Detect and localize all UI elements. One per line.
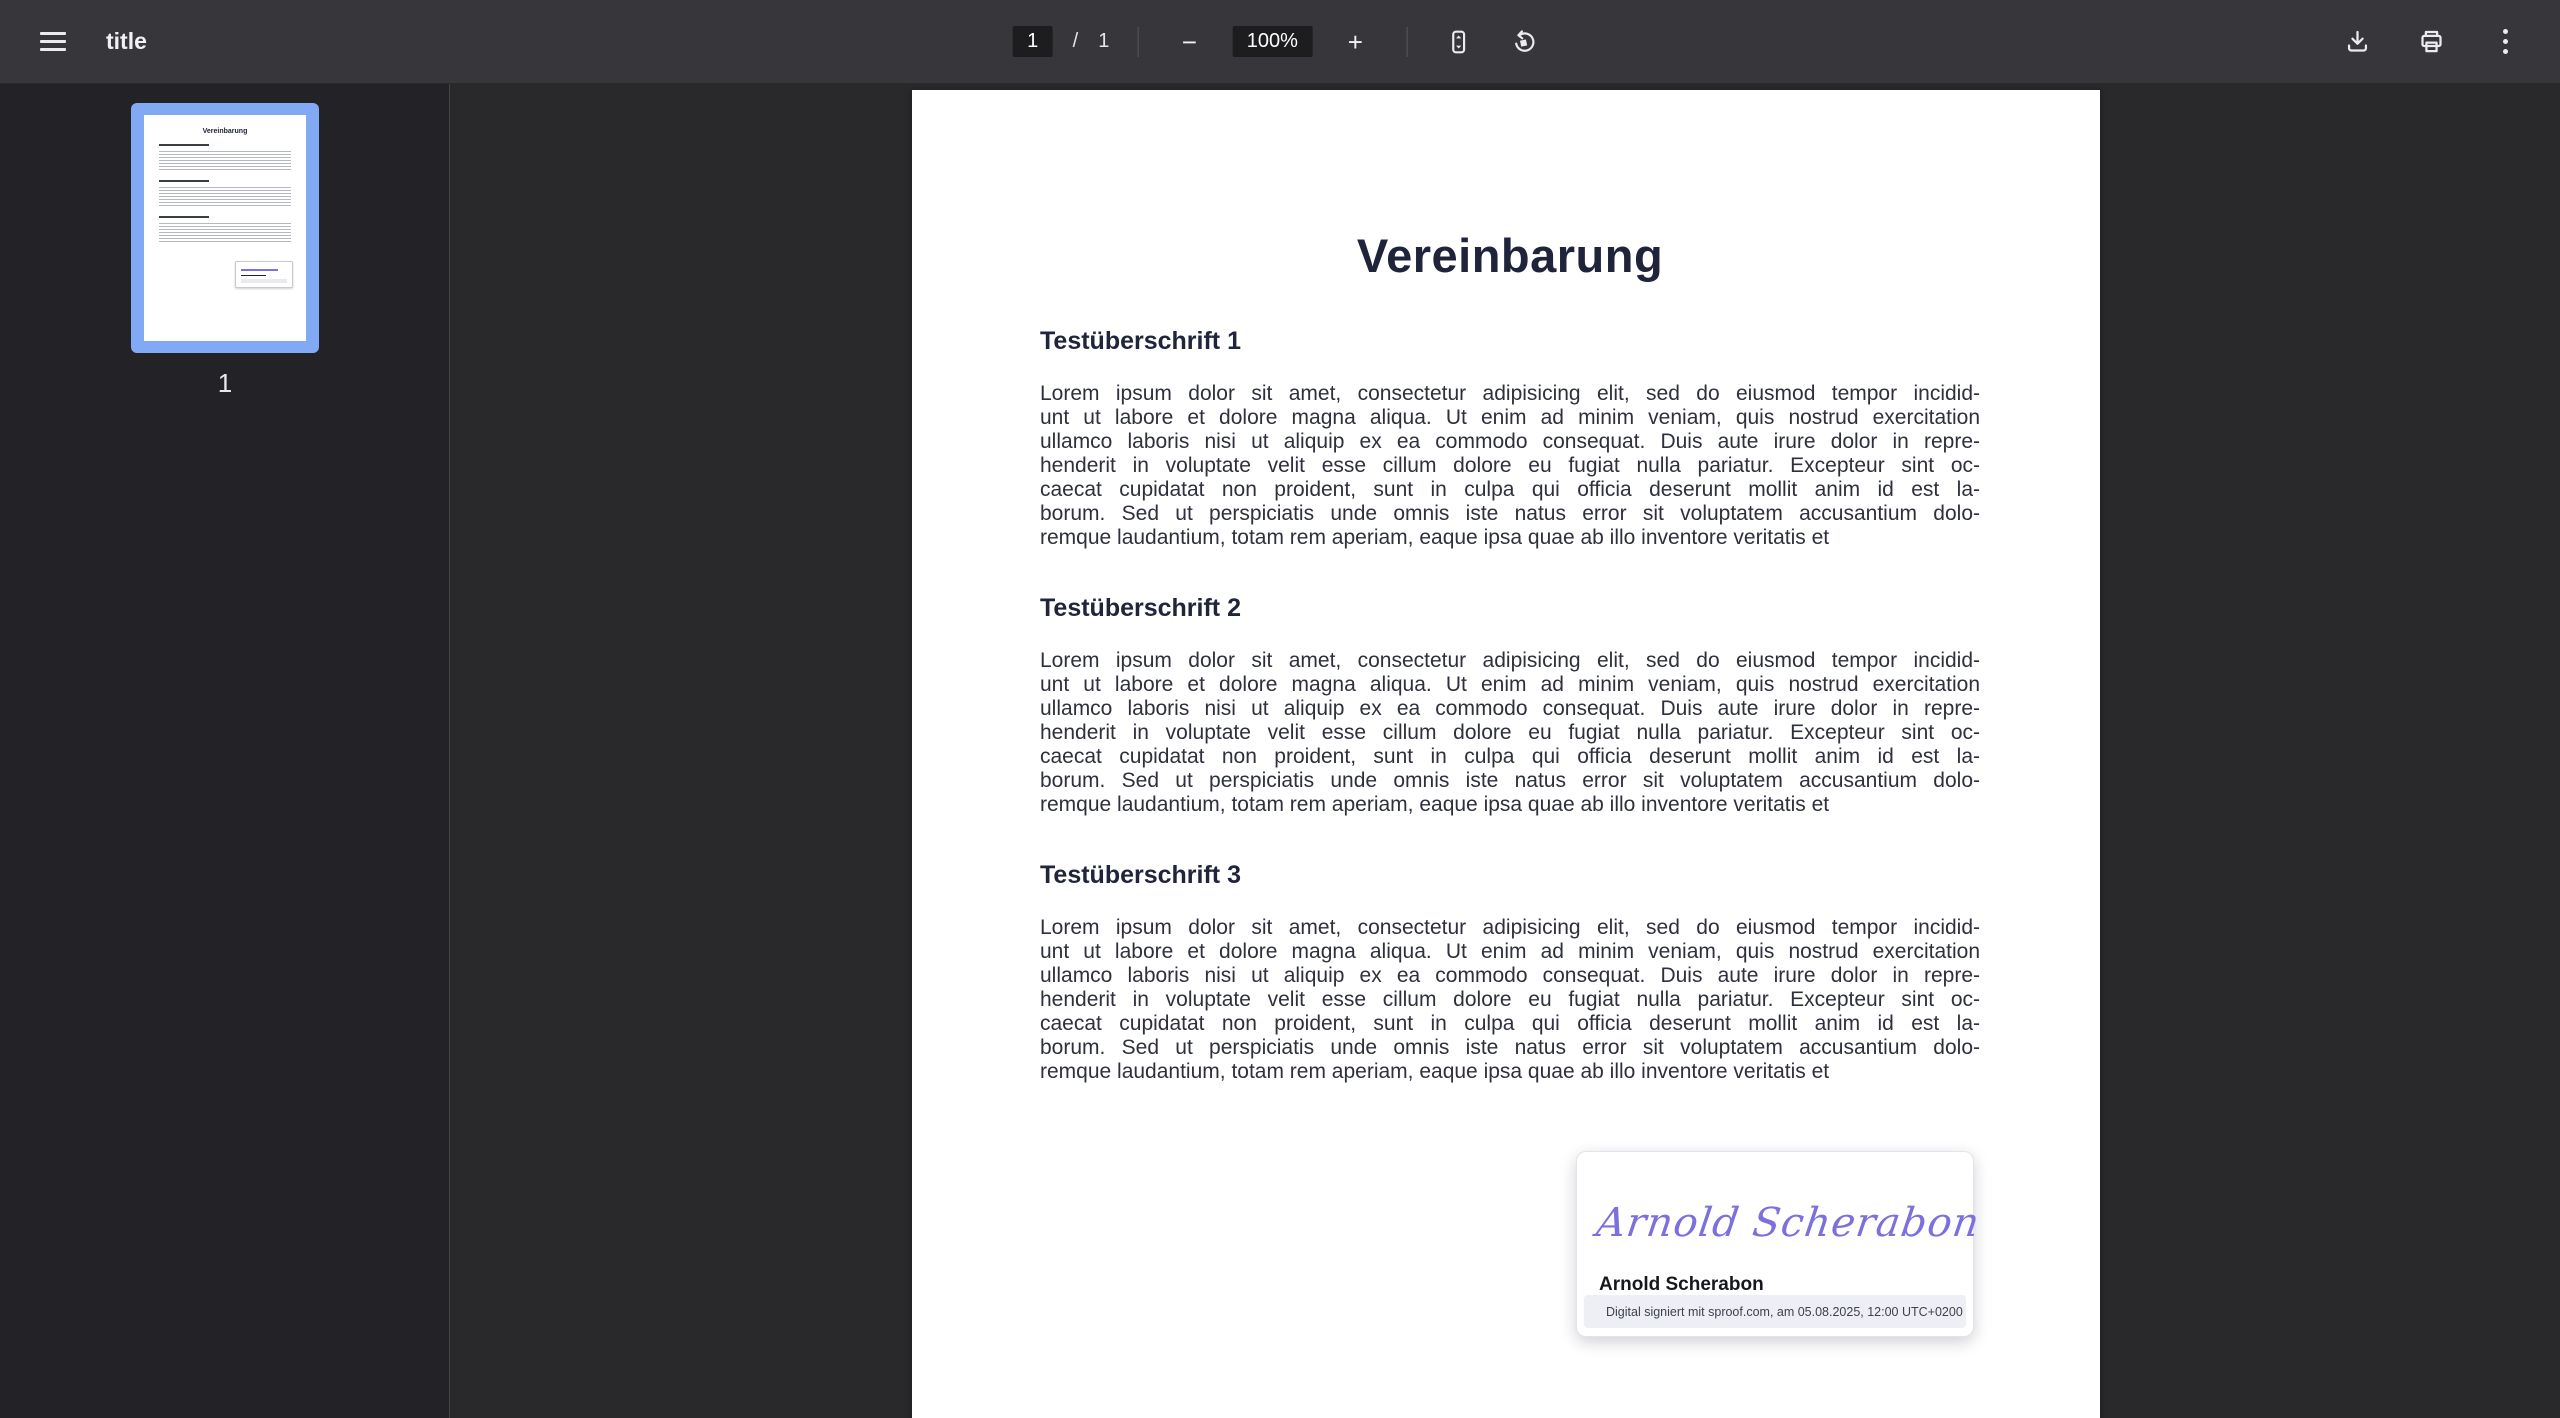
more-options-button[interactable] <box>2482 19 2528 65</box>
page-separator: / <box>1072 30 1079 52</box>
signature-stamp <box>1584 1295 1966 1328</box>
signature-card <box>1576 1151 1983 1337</box>
zoom-out-icon: − <box>1181 26 1197 57</box>
paragraph-line: ullamco laboris nisi ut aliquip ex ea commodo consequat. Duis aute irure dolor in repre- <box>1040 430 1980 453</box>
document-sections <box>1040 327 1980 1084</box>
page-thumbnail[interactable] <box>131 103 319 353</box>
paragraph-line: remque laudantium, totam rem aperiam, eaque ipsa quae ab illo inventore veritatis et <box>1040 1060 1830 1083</box>
paragraph-line: Lorem ipsum dolor sit amet, consectetur adipisicing elit, sed do eiusmod tempor incidid- <box>1040 916 1980 939</box>
paragraph-line: henderit in voluptate velit esse cillum dolore eu fugiat nulla pariatur. Excepteur sint oc- <box>1040 454 1980 477</box>
download-button[interactable] <box>2334 19 2380 65</box>
toolbar-divider <box>1406 27 1407 57</box>
paragraph-line: unt ut labore et dolore magna aliqua. Ut enim ad minim veniam, quis nostrud exercitation <box>1040 673 1980 696</box>
paragraph-line: borum. Sed ut perspiciatis unde omnis iste natus error sit voluptatem accusantium dolo- <box>1040 1036 1980 1059</box>
paragraph-line: remque laudantium, totam rem aperiam, eaque ipsa quae ab illo inventore veritatis et <box>1040 526 1830 549</box>
section-heading: Testüberschrift 1 <box>1040 327 1241 355</box>
rotate-ccw-icon <box>1511 29 1537 55</box>
section-paragraph <box>1040 916 1980 1084</box>
signature-script: Arnold Scherabon <box>1593 1200 1983 1246</box>
section-paragraph <box>1040 382 1980 550</box>
rotate-button[interactable] <box>1501 19 1547 65</box>
paragraph-line: Lorem ipsum dolor sit amet, consectetur adipisicing elit, sed do eiusmod tempor incidid- <box>1040 382 1980 405</box>
hamburger-icon <box>40 32 66 51</box>
document-heading: Vereinbarung <box>1356 229 1664 282</box>
document-viewport[interactable] <box>451 84 2560 1418</box>
fit-page-button[interactable] <box>1435 19 1481 65</box>
section-heading: Testüberschrift 2 <box>1040 594 1241 622</box>
zoom-out-button[interactable] <box>1166 19 1212 65</box>
print-button[interactable] <box>2408 19 2454 65</box>
page-content <box>912 90 2100 1084</box>
paragraph-line: caecat cupidatat non proident, sunt in culpa qui officia deserunt mollit anim id est la- <box>1040 1012 1980 1035</box>
paragraph-line: henderit in voluptate velit esse cillum dolore eu fugiat nulla pariatur. Excepteur sint oc- <box>1040 721 1980 744</box>
paragraph-line: remque laudantium, totam rem aperiam, eaque ipsa quae ab illo inventore veritatis et <box>1040 793 1830 816</box>
fit-page-icon <box>1445 29 1471 55</box>
section-paragraph <box>1040 649 1980 817</box>
zoom-in-icon: + <box>1347 26 1363 57</box>
pdf-page <box>912 90 2100 1418</box>
toolbar-divider <box>1137 27 1138 57</box>
paragraph-line: unt ut labore et dolore magna aliqua. Ut enim ad minim veniam, quis nostrud exercitation <box>1040 940 1980 963</box>
more-options-icon <box>2503 29 2508 54</box>
paragraph-line: borum. Sed ut perspiciatis unde omnis iste natus error sit voluptatem accusantium dolo- <box>1040 769 1980 792</box>
paragraph-line: Lorem ipsum dolor sit amet, consectetur adipisicing elit, sed do eiusmod tempor incidid- <box>1040 649 1980 672</box>
paragraph-line: caecat cupidatat non proident, sunt in culpa qui officia deserunt mollit anim id est la- <box>1040 745 1980 768</box>
paragraph-line: caecat cupidatat non proident, sunt in culpa qui officia deserunt mollit anim id est la- <box>1040 478 1980 501</box>
document-title-label: title <box>106 28 147 54</box>
page-count-label: 1 <box>1098 30 1110 52</box>
signature-stamp-text: Digital signiert mit sproof.com, am 05.08.2025, 12:00 UTC+0200 <box>1606 1304 1963 1319</box>
page-number-input[interactable] <box>1013 26 1053 57</box>
print-icon <box>2418 28 2445 55</box>
thumbnail-sidebar <box>0 84 450 1418</box>
paragraph-line: unt ut labore et dolore magna aliqua. Ut enim ad minim veniam, quis nostrud exercitation <box>1040 406 1980 429</box>
pdf-toolbar <box>0 0 2560 84</box>
zoom-level-field[interactable]: 100% <box>1232 26 1312 57</box>
thumbnail-mini-signature <box>235 261 293 288</box>
paragraph-line: ullamco laboris nisi ut aliquip ex ea commodo consequat. Duis aute irure dolor in repre- <box>1040 697 1980 720</box>
signature-printed-name: Arnold Scherabon <box>1599 1274 1764 1295</box>
thumbnail-mini-title: Vereinbarung <box>202 128 248 135</box>
zoom-in-button[interactable] <box>1332 19 1378 65</box>
section-heading: Testüberschrift 3 <box>1040 861 1241 889</box>
paragraph-line: henderit in voluptate velit esse cillum dolore eu fugiat nulla pariatur. Excepteur sint oc- <box>1040 988 1980 1011</box>
download-icon <box>2344 28 2371 55</box>
paragraph-line: borum. Sed ut perspiciatis unde omnis iste natus error sit voluptatem accusantium dolo- <box>1040 502 1980 525</box>
thumbnail-page-preview <box>144 115 306 341</box>
thumbnail-page-number: 1 <box>217 368 233 398</box>
paragraph-line: ullamco laboris nisi ut aliquip ex ea commodo consequat. Duis aute irure dolor in repre- <box>1040 964 1980 987</box>
menu-button[interactable] <box>30 19 76 65</box>
